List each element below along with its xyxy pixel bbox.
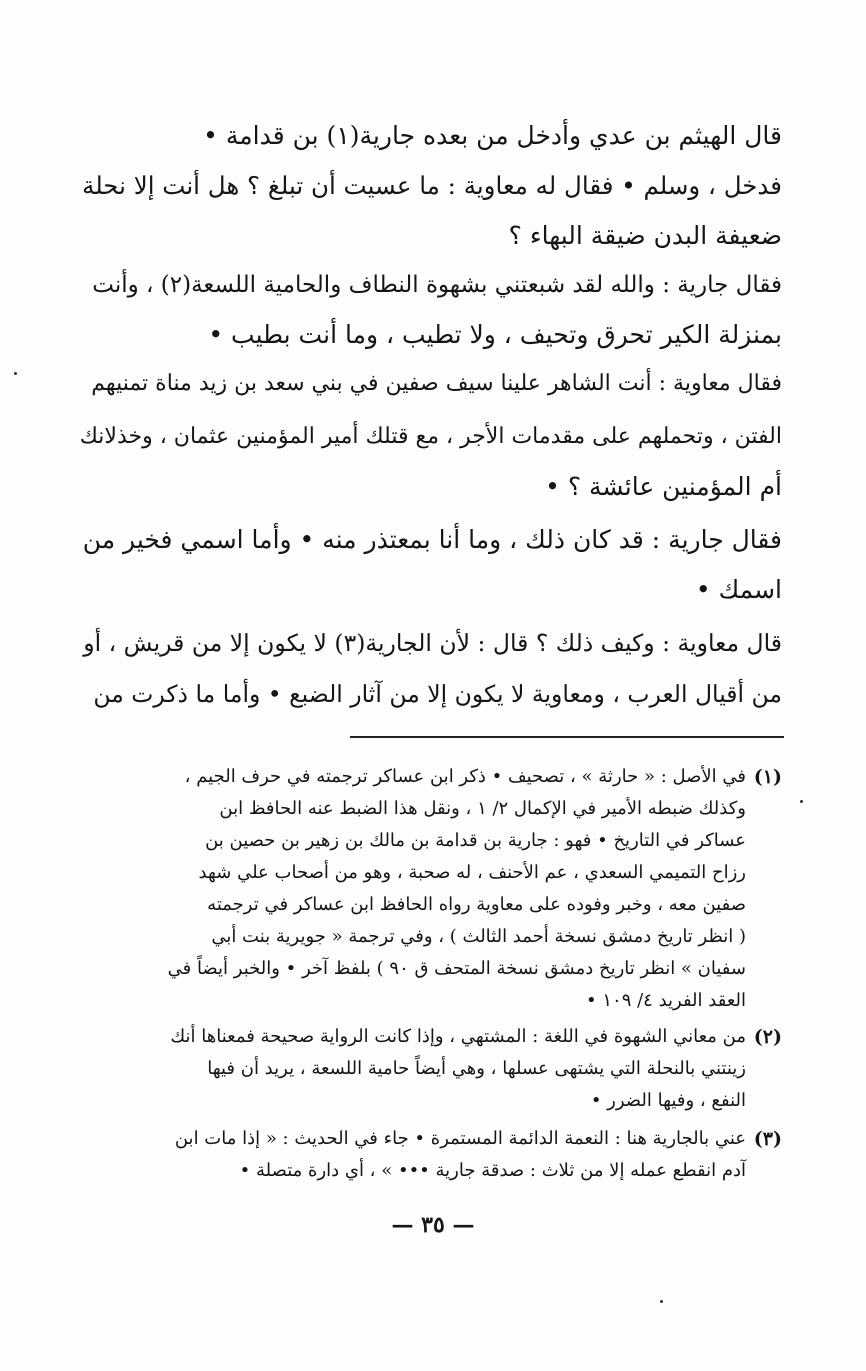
footnote-line: وكذلك ضبطه الأمير في الإكمال ٢/ ١ ، ونقل هذا الضبط عنه الحافظ ابن: [219, 798, 746, 819]
footnote-line: صفين معه ، وخبر وفوده على معاوية رواه الحافظ ابن عساكر في ترجمته: [207, 894, 746, 915]
footnote-line: آدم انقطع عمله إلا من ثلاث : صدقة جارية ••• » ، أي دارة متصلة •: [239, 1160, 746, 1181]
body-line: قال معاوية : وكيف ذلك ؟ قال : لأن الجارية(٣) لا يكون إلا من قريش ، أو: [83, 629, 782, 657]
footnote-number: (٢): [753, 1026, 782, 1048]
footnote-line: في الأصل : « حارثة » ، تصحيف • ذكر ابن عساكر ترجمته في حرف الجيم ،: [184, 766, 746, 787]
body-line: بمنزلة الكير تحرق وتحيف ، ولا تطيب ، وما أنت بطيب •: [208, 320, 782, 349]
footnote-number: (١): [753, 766, 782, 788]
body-line: الفتن ، وتحملهم على مقدمات الأجر ، مع قتلك أمير المؤمنين عثمان ، وخذلانك: [79, 424, 782, 449]
body-line: فدخل ، وسلم • فقال له معاوية : ما عسيت أن تبلغ ؟ هل أنت إلا نحلة: [82, 171, 782, 200]
scan-speck: [14, 372, 17, 375]
footnote-line: ( انظر تاريخ دمشق نسخة أحمد الثالث ) ، وفي ترجمة « جويرية بنت أبي: [211, 926, 746, 947]
body-line: ضعيفة البدن ضيقة البهاء ؟: [508, 221, 782, 250]
body-line: قال الهيثم بن عدي وأدخل من بعده جارية(١) بن قدامة •: [203, 121, 782, 150]
body-line: فقال جارية : قد كان ذلك ، وما أنا بمعتذر منه • وأما اسمي فخير من: [82, 525, 782, 554]
footnote-line: العقد الفريد ٤/ ١٠٩ •: [586, 990, 746, 1011]
body-line: فقال معاوية : أنت الشاهر علينا سيف صفين في بني سعد بن زيد مناة تمنيهم: [91, 371, 782, 396]
footnote-line: زينتني بالنحلة التي يشتهى عسلها ، وهي أيضاً حامية اللسعة ، يريد أن فيها: [207, 1058, 746, 1079]
scan-speck: [660, 1300, 663, 1303]
page-number: — ٣٥ —: [391, 1212, 475, 1238]
footnote-line: عني بالجارية هنا : النعمة الدائمة المستمرة • جاء في الحديث : « إذا مات ابن: [174, 1128, 746, 1149]
body-line: اسمك •: [695, 575, 782, 604]
footnote-line: رزاح التميمي السعدي ، عم الأحنف ، له صحبة ، وهو من أصحاب علي شهد: [198, 862, 746, 883]
footnote-line: النفع ، وفيها الضرر •: [590, 1090, 746, 1111]
body-line: أم المؤمنين عائشة ؟ •: [545, 472, 782, 501]
body-line: من أقيال العرب ، ومعاوية لا يكون إلا من آثار الضبع • وأما ما ذكرت من: [93, 680, 782, 708]
footnote-line: سفيان » انظر تاريخ دمشق نسخة المتحف ق ٩٠ ) بلفظ آخر • والخبر أيضاً في: [167, 958, 746, 979]
scan-speck: [800, 800, 803, 803]
footnote-divider: [350, 736, 784, 738]
footnote-number: (٣): [753, 1128, 782, 1150]
footnote-line: عساكر في التاريخ • فهو : جارية بن قدامة بن مالك بن زهير بن حصين بن: [205, 830, 746, 851]
footnote-line: من معاني الشهوة في اللغة : المشتهي ، وإذا كانت الرواية صحيحة فمعناها أنك: [170, 1026, 746, 1047]
body-line: فقال جارية : والله لقد شبعتني بشهوة النطاف والحامية اللسعة(٢) ، وأنت: [92, 272, 782, 298]
